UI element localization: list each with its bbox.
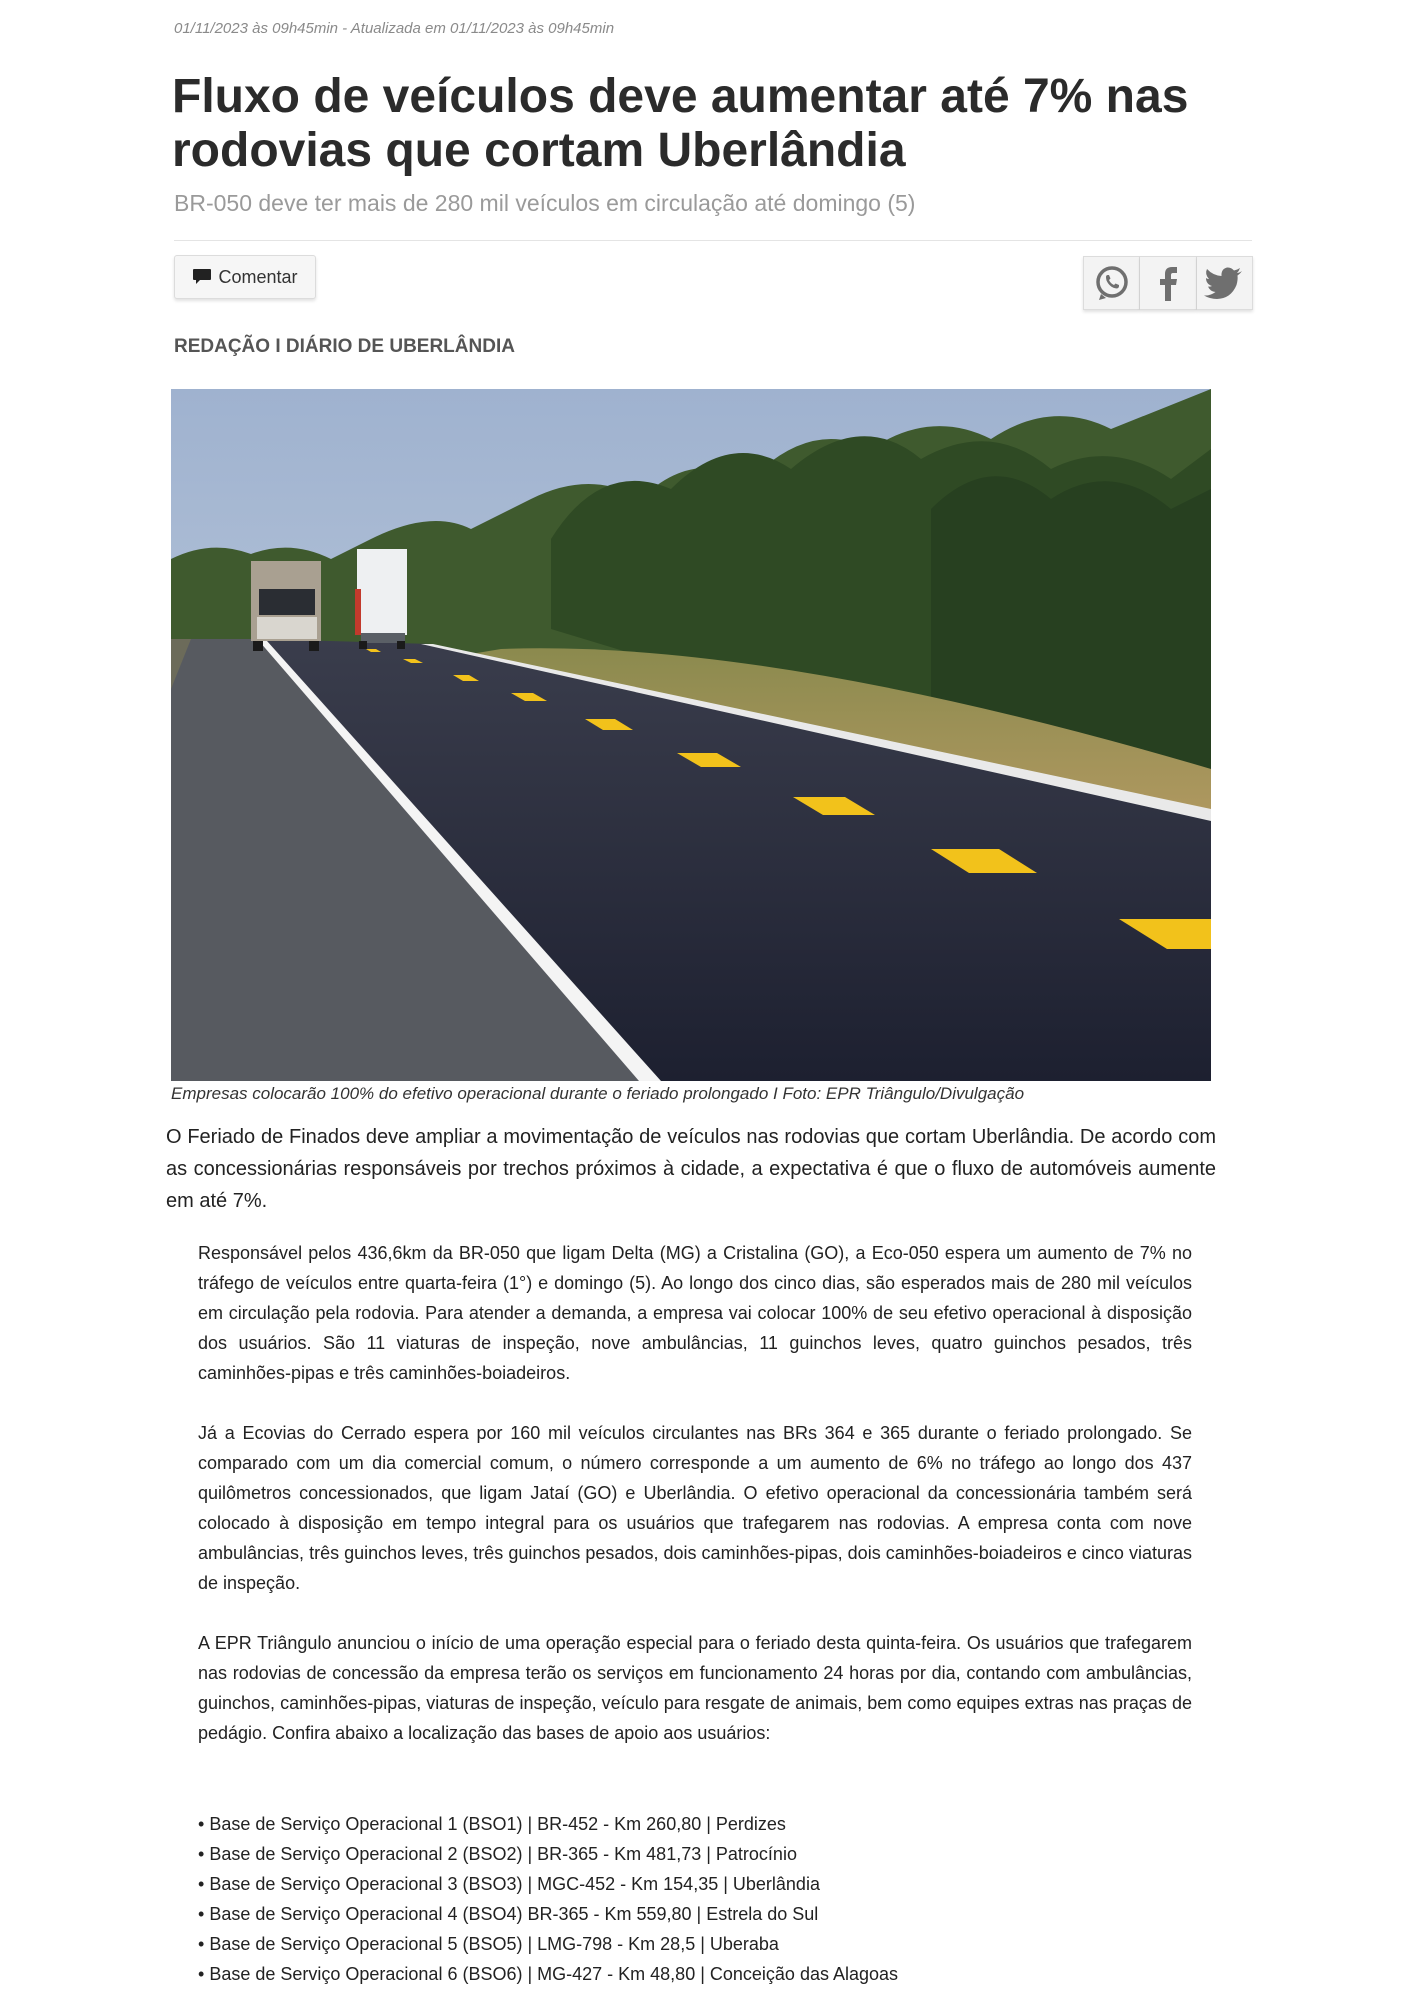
article-paragraph: A EPR Triângulo anunciou o início de uma operação especial para o feriado desta quinta-feira. Os usuários que trafegarem nas rodovias de concessão da empresa terão os serviços em funcionamento 24 horas por dia, contando com ambulâncias, guinchos, caminhões-pipas, viaturas de inspeção, veículo para resgate de animais, bem como equipes extras nas praças de pedágio. Confira abaixo a localização das bases de apoio aos usuários: [198,1633,1192,1743]
photo-caption: Empresas colocarão 100% do efetivo operacional durante o feriado prolongado I Foto: EPR Triângulo/Divulgação [171,1084,1025,1103]
share-twitter-button[interactable] [1197,256,1253,310]
article-byline: REDAÇÃO I DIÁRIO DE UBERLÂNDIA [174,336,515,357]
twitter-icon [1203,265,1245,301]
facebook-icon [1153,263,1183,303]
list-item: • Base de Serviço Operacional 4 (BSO4) BR-365 - Km 559,80 | Estrela do Sul [198,1899,1192,1929]
article-paragraph: Já a Ecovias do Cerrado espera por 160 mil veículos circulantes nas BRs 364 e 365 durante o feriado prolongado. Se comparado com um dia comercial comum, o número corresponde a um aumento de 6% no tráfego ao longo dos 437 quilômetros concessionados, que ligam Jataí (GO) e Uberlândia. O efetivo operacional da concessionária também será colocado à disposição em tempo integral para os usuários que trafegarem nas rodovias. A empresa conta com nove ambulâncias, três guinchos leves, três guinchos pesados, dois caminhões-pipas, dois caminhões-boiadeiros e cinco viaturas de inspeção. [198,1423,1192,1593]
speech-bubble-icon [192,268,212,286]
road-trucks-photo [171,389,1211,1081]
article-paragraph: Responsável pelos 436,6km da BR-050 que ligam Delta (MG) a Cristalina (GO), a Eco-050 espera um aumento de 7% no tráfego de veículos entre quarta-feira (1°) e domingo (5). Ao longo dos cinco dias, são esperados mais de 280 mil veículos em circulação pela rodovia. Para atender a demanda, a empresa vai colocar 100% de seu efetivo operacional à disposição dos usuários. São 11 viaturas de inspeção, nove ambulâncias, 11 guinchos leves, quatro guinchos pesados, três caminhões-pipas e três caminhões-boiadeiros. [198,1243,1192,1383]
share-facebook-button[interactable] [1140,256,1196,310]
comment-button[interactable] [174,255,316,299]
article-title: Fluxo de veículos deve aumentar até 7% nas rodovias que cortam Uberlândia [172,70,1189,177]
comment-button-label: Comentar [218,266,298,287]
article-subtitle: BR-050 deve ter mais de 280 mil veículos em circulação até domingo (5) [174,190,916,216]
article-dateline: 01/11/2023 às 09h45min - Atualizada em 01/11/2023 às 09h45min [174,20,615,37]
list-item: • Base de Serviço Operacional 6 (BSO6) | MG-427 - Km 48,80 | Conceição das Alagoas [198,1959,1192,1989]
service-bases-list [198,1809,1192,1989]
list-item: • Base de Serviço Operacional 5 (BSO5) | LMG-798 - Km 28,5 | Uberaba [198,1929,1192,1959]
list-item: • Base de Serviço Operacional 2 (BSO2) | BR-365 - Km 481,73 | Patrocínio [198,1839,1192,1869]
share-bar [1083,256,1253,310]
article-lead: O Feriado de Finados deve ampliar a movimentação de veículos nas rodovias que cortam Uberlândia. De acordo com as concessionárias responsáveis por trechos próximos à cidade, a expectativa é que o fluxo de automóveis aumente em até 7%. [166,1126,1216,1212]
header-divider [174,240,1252,241]
whatsapp-icon [1092,263,1132,303]
list-item: • Base de Serviço Operacional 3 (BSO3) | MGC-452 - Km 154,35 | Uberlândia [198,1869,1192,1899]
share-whatsapp-button[interactable] [1083,256,1140,310]
list-item: • Base de Serviço Operacional 1 (BSO1) | BR-452 - Km 260,80 | Perdizes [198,1809,1192,1839]
